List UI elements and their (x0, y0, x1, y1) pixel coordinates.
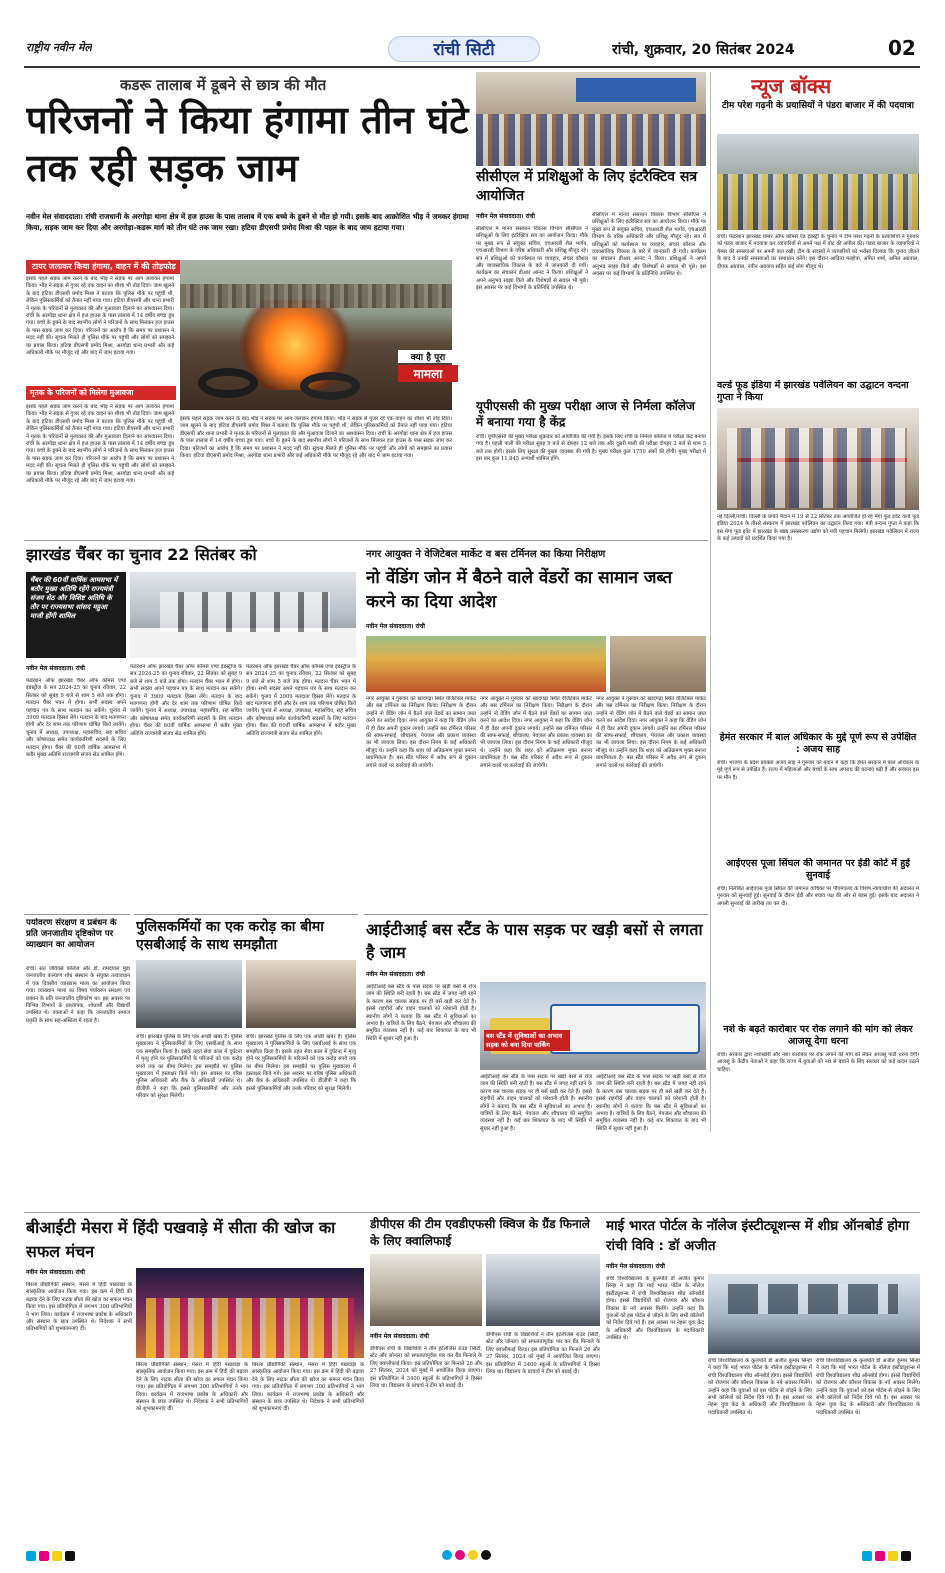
section-title: रांची सिटी (433, 40, 495, 60)
iti-body: आईटीआई बस स्टैंड के पास सड़क पर खड़ी बसों से रोज जाम की स्थिति बनी रहती है। बस स्टैंड में जगह नहीं रहने के कारण बस चालक सड़क पर ही बसें खड़ी कर देते हैं। इससे राहगीरों और वाहन चालकों को परेशानी होती है। स्थानीय लोगों ने बताया कि बस स्टैंड में सुविधाओं का अभाव है। यात्रियों के लिए बैठने, पेयजल और शौचालय की समुचित व्यवस्था नहीं है। कई बार शिकायत के बाद भी स्थिति में सुधार नहीं हुआ है। (366, 984, 476, 1042)
rule-bottom (24, 1212, 920, 1213)
lead-body-col-3: इसके पहले सड़क जाम करने के बाद भीड़ ने सड़क पर आग जलाकर हंगामा किया। भीड़ ने सड़क से गुजर रहे एक वाहन का शीशा भी तोड़ दिया। जाम खुलने के बाद हटिया डीएसपी प्रमोद मिश्रा ने बताया कि पुलिस मौके पर पहुंची थी, लेकिन पुलिसकर्मियों को तैनात नहीं पाया गया। हटिया डीएसपी और थाना प्रभारी ने मृतक के परिजनों से मुलाकात की और मुआवजा दिलाने का आश्वासन दिया। रांची के अरगोड़ा थाना क्षेत्र में हज हाउस के पास तालाब में 14 वर्षीय बच्चा डूब गया। बच्चे के डूबने के बाद स्थानीय लोगों ने परिजनों के साथ मिलकर हज हाउस के पास सड़क जाम कर दिया। परिजनों का आरोप है कि समय पर प्रशासन ने मदद नहीं की। सूचना मिलते ही पुलिस मौके पर पहुंची और लोगों को समझाने का प्रयास किया। हटिया डीएसपी प्रमोद मिश्रा, अरगोड़ा थाना प्रभारी और कई अधिकारी मौके पर मौजूद रहे और बाद में जाम हटाया गया। (180, 416, 452, 460)
env-body: रांची। संत जेवियर्स कॉलेज और डॉ. रामदयाल मुंडा जनजातीय कल्याण शोध संस्थान के संयुक्त तत्वावधान में एक दिवसीय व्याख्यान माला का आयोजन किया गया। व्याख्यान माला का विषय पर्यावरण संरक्षण एवं प्रबंधन के प्रति जनजातीय दृष्टिकोण था। इस अवसर पर विभिन्न विभागों के प्राध्यापक, शोधार्थी और विद्यार्थी उपस्थित थे। वक्ताओं ने कहा कि जनजातीय समाज प्रकृति के साथ सह-अस्तित्व में रहता है। (26, 966, 130, 1024)
news-item-4-head: आईएएस पूजा सिंघल की जमानत पर ईडी कोर्ट में हुई सुनवाई (726, 858, 910, 881)
swatch-group-center (442, 1545, 494, 1562)
bit-body-2: बिरला प्रौद्योगिकी संस्थान, मेसरा में हिंदी पखवाड़ा के सांस्कृतिक आयोजन किया गया। इस क्रम में हिंदी की बढ़ावा देने के लिए नाटक सीता की खोज का सफल मंचन किया गया। इस प्रतियोगिता में लगभग 300 प्रतिभागियों ने भाग लिया। कार्यक्रम में राजभाषा प्रकोष्ठ के अधिकारी और संस्थान के छात्र उपस्थित थे। निदेशक ने सभी प्रतिभागियों को शुभकामनाएं दीं। (136, 1362, 248, 1413)
vendor-photo-1 (366, 636, 606, 692)
news-item-2-body: नई दिल्ली/रांची। दिल्ली के प्रगति मैदान में 19 से 22 सितंबर तक आयोजित हो रहे मेगा फूड इवेंट वर्ल्ड फूड इंडिया 2024 के तीसरे संस्करण में झारखंड पवेलियन का उद्घाटन किया गया। मंत्री वन्दना गुप्ता ने कहा कि इस मेगा फूड इवेंट में झारखंड के खाद्य प्रसंस्करण उद्योग को नयी पहचान मिलेगी। झारखंड पवेलियन में राज्य के कई उत्पादों को प्रदर्शित किया गया है। (717, 514, 919, 543)
lead-kicker: कडरू तालाब में डूबने से छात्र की मौत (120, 76, 327, 94)
bit-actors (146, 1298, 354, 1358)
dps-headline: डीपीएस की टीम एवडीएफसी क्विज के ग्रैंड फिनाले के लिए क्वालिफाई (370, 1217, 590, 1248)
tyre-left (198, 368, 258, 398)
lead-subhead-1: टायर जलाकर किया हंगामा, वाहन में की तोड़फोड़ (26, 260, 326, 274)
swatch-cyan-left (26, 1551, 36, 1561)
chamber-body-3: फेडरेशन ऑफ झारखंड चैंबर ऑफ कॉमर्स एण्ड इंडस्ट्रीज के सत्र 2024-25 का चुनाव रविवार, 22 सितंबर को सुबह 9 बजे से शाम 5 बजे तक होगा। मतदान चैंबर भवन में होगा। सभी सदस्य अपने पहचान पत्र के साथ मतदान कर सकेंगे। चुनाव में 3909 मतदाता हिस्सा लेंगे। मतदान के बाद मतगणना होगी और देर शाम तक परिणाम घोषित किये जायेंगे। चुनाव में अध्यक्ष, उपाध्यक्ष, महासचिव, सह सचिव और कोषाध्यक्ष समेत कार्यकारिणी सदस्यों के लिए मतदान होगा। चैंबर की 60वीं वार्षिक आमसभा में बतौर मुख्य अतिथि राज्यमंत्री संजय सेठ शामिल होंगे। (246, 664, 356, 737)
swatch-black-center (481, 1550, 491, 1560)
lead-callout (398, 350, 458, 400)
news-item-5-body: रांची। सरकार द्वारा नशाखोरी और नशा कारोबार पर रोक लगाने की मांग को लेकर आजसू पार्टी धरना देगी। आजसू के केंद्रीय नेताओं ने कहा कि राज्य में युवाओं को नशे से बचाने के लिए सरकार को कड़े कदम उठाने चाहिए। (717, 1052, 919, 1073)
swatch-magenta-center (455, 1550, 465, 1560)
vendor-body-2: नगर आयुक्त ने गुरुवार को खादगढ़ा स्थित वेजिटेबल मार्केट और बस टर्मिनल का निरीक्षण किया। निरीक्षण के दौरान उन्होंने नो वेंडिंग जोन में बैठने वाले वेंडरों का सामान जब्त करने का आदेश दिया। नगर आयुक्त ने कहा कि वेंडिंग जोन में ही वेंडर अपनी दुकान लगायें। उन्होंने बस टर्मिनल परिसर की साफ-सफाई, शौचालय, पेयजल और प्रकाश व्यवस्था का भी जायजा लिया। इस दौरान निगम के कई अधिकारी मौजूद थे। उन्होंने कहा कि शहर को अतिक्रमण मुक्त बनाना प्राथमिकता है। बस स्टैंड परिसर में अवैध रूप से दुकान लगाने वालों पर कार्रवाई की जायेगी। (480, 696, 592, 769)
police-body-2: रांची। झारखंड पुलिस के लिए एक अच्छी खबर है। पुलिस मुख्यालय ने पुलिसकर्मियों के लिए एसबीआई के साथ एक समझौता किया है। इसके तहत सेवा काल में दुर्घटना में मृत्यु होने पर पुलिसकर्मियों के परिजनों को एक करोड़ रुपये तक का बीमा मिलेगा। इस समझौते पर पुलिस मुख्यालय में हस्ताक्षर किये गये। इस अवसर पर वरिष्ठ पुलिस अधिकारी और बैंक के अधिकारी उपस्थित थे। डीजीपी ने कहा कि इससे पुलिसकर्मियों और उनके परिवार को सुरक्षा मिलेगी। (246, 1034, 356, 1092)
ccl-banner (576, 78, 696, 102)
police-photo-1 (136, 960, 242, 1028)
bit-headline: बीआईटी मेसरा में हिंदी पखवाड़े में सीता की खोज का सफल मंचन (26, 1218, 336, 1261)
mybharat-headline: माई भारत पोर्टल के नॉलेज इंस्टीट्यूशन्स में शीघ्र ऑनबोर्ड होगा रांची विवि : डॉ अजीत (606, 1218, 910, 1254)
chamber-people (160, 592, 330, 632)
bit-body-3: बिरला प्रौद्योगिकी संस्थान, मेसरा में हिंदी पखवाड़ा के सांस्कृतिक आयोजन किया गया। इस क्रम में हिंदी की बढ़ावा देने के लिए नाटक सीता की खोज का सफल मंचन किया गया। इस प्रतियोगिता में लगभग 300 प्रतिभागियों ने भाग लिया। कार्यक्रम में राजभाषा प्रकोष्ठ के अधिकारी और संस्थान के छात्र उपस्थित थे। निदेशक ने सभी प्रतिभागियों को शुभकामनाएं दीं। (252, 1362, 364, 1413)
news-item-5-head: नशे के बढ़ते कारोबार पर रोक लगाने की मांग को लेकर आजसू देगा धरना (723, 1024, 913, 1047)
rule-mid (24, 540, 708, 541)
mybharat-body-2: रांची विश्वविद्यालय के कुलपति डॉ अजीत कुमार सिन्हा ने कहा कि माई भारत पोर्टल के नॉलेज इंस्टीट्यूशन्स में रांची विश्वविद्यालय शीघ्र ऑनबोर्ड होगा। इससे विद्यार्थियों को रोजगार और कौशल विकास के नये अवसर मिलेंगे। उन्होंने कहा कि युवाओं को इस पोर्टल से जोड़ने के लिए सभी कॉलेजों को निर्देश दिये गये हैं। इस अवसर पर नेहरू युवा केंद्र के अधिकारी और विश्वविद्यालय के पदाधिकारी उपस्थित थे। (708, 1358, 812, 1416)
mybharat-screens (728, 1284, 898, 1314)
chamber-photo (130, 572, 356, 658)
page-number: 02 (888, 36, 916, 60)
swatch-yellow-left (52, 1551, 62, 1561)
chamber-box: चैंबर की 60वीं वार्षिक आमसभा में बतौर मुख्य अतिथि रहेंगे राज्यमंत्री संजय सेठ और विशिष्ट अतिथि के तौर पर राज्यसभा सांसद महुआ माजी होंगी शामिल (26, 572, 126, 658)
lead-intro: नवीन मेल संवाददाता। रांची राजधानी के अरगोड़ा थाना क्षेत्र में हज हाउस के पास तालाब में एक बच्चे के डूबने से मौत हो गयी। इसके बाद आक्रोशित भीड़ ने जमकर हंगामा किया, सड़क जाम कर दिया और अरगोड़ा-कडरू मार्ग को तीन घंटे तक जाम रखा। हटिया डीएसपी प्रमोद मिश्रा की पहल के बाद जाम हटाया गया। (26, 212, 469, 232)
news-item-3-head: हेमंत सरकार में बाल अधिकार के मुद्दे पूर्ण रूप से उपेक्षित : अजय साह (719, 732, 917, 755)
vendor-body-3: नगर आयुक्त ने गुरुवार को खादगढ़ा स्थित वेजिटेबल मार्केट और बस टर्मिनल का निरीक्षण किया। निरीक्षण के दौरान उन्होंने नो वेंडिंग जोन में बैठने वाले वेंडरों का सामान जब्त करने का आदेश दिया। नगर आयुक्त ने कहा कि वेंडिंग जोन में ही वेंडर अपनी दुकान लगायें। उन्होंने बस टर्मिनल परिसर की साफ-सफाई, शौचालय, पेयजल और प्रकाश व्यवस्था का भी जायजा लिया। इस दौरान निगम के कई अधिकारी मौजूद थे। उन्होंने कहा कि शहर को अतिक्रमण मुक्त बनाना प्राथमिकता है। बस स्टैंड परिसर में अवैध रूप से दुकान लगाने वालों पर कार्रवाई की जायेगी। (596, 696, 706, 769)
iti-headline: आईटीआई बस स्टैंड के पास सड़क पर खड़ी बसों से लगता है जाम (366, 920, 703, 962)
news-item-3-body: रांची। भाजपा के प्रदेश प्रवक्ता अजय साह ने गुरुवार को बयान में कहा कि हेमंत सरकार में बाल अधिकार के मुद्दे पूर्ण रूप से उपेक्षित हैं। राज्य में महिलाओं और बच्चों के साथ अपराध की घटनाएं बढ़ी हैं और सरकार इस पर मौन है। (717, 760, 919, 781)
mybharat-byline: नवीन मेल संवाददाता। रांची (606, 1263, 665, 1270)
vendor-byline: नवीन मेल संवाददाता। रांची (366, 623, 425, 630)
news-box-title: न्यूज बॉक्स (751, 74, 832, 98)
mybharat-body-3: रांची विश्वविद्यालय के कुलपति डॉ अजीत कुमार सिन्हा ने कहा कि माई भारत पोर्टल के नॉलेज इंस्टीट्यूशन्स में रांची विश्वविद्यालय शीघ्र ऑनबोर्ड होगा। इससे विद्यार्थियों को रोजगार और कौशल विकास के नये अवसर मिलेंगे। उन्होंने कहा कि युवाओं को इस पोर्टल से जोड़ने के लिए सभी कॉलेजों को निर्देश दिये गये हैं। इस अवसर पर नेहरू युवा केंद्र के अधिकारी और विश्वविद्यालय के पदाधिकारी उपस्थित थे। (816, 1358, 920, 1416)
chamber-byline: नवीन मेल संवाददाता। रांची (26, 665, 85, 672)
dps-body-2: डीपीएस रांची के विद्यार्थियों ने तीन इंटेलीजेंस राउंड (सिटी, स्टेट और जोनल) को सफलतापूर्वक पार कर ग्रैंड फिनाले के लिए क्वालीफाई किया। इस प्रतियोगिता का फिनाले 26 और 27 सितंबर, 2024 को मुंबई में आयोजित किया जाएगा। इस प्रतियोगिता में 3400 स्कूलों के प्रतिभागियों ने हिस्सा लिया था। विद्यालय के प्राचार्य ने टीम को बधाई दी। (486, 1332, 600, 1376)
masthead (0, 0, 945, 72)
crowd-band (180, 284, 452, 308)
ccl-body-2: सीसीएल में मानव संसाधन विकास विभाग सीसीएल ने प्रशिक्षुओं के लिए इंटरैक्टिव सत्र का आयोजन किया। मौके पर मुख्य रूप से संयुक्त सचिव, एचआरडी शैल भार्गव, एचआरडी विभाग के वरिष्ठ अधिकारी और प्रशिक्षु मौजूद रहे। सत्र में प्रशिक्षुओं को कार्यस्थल पर व्यवहार, संचार कौशल और व्यावसायिक विकास के बारे में जानकारी दी गयी। कार्यक्रम का संचालन डीआर आनंद ने किया। प्रशिक्षुओं ने अपने अनुभव साझा किये और विशेषज्ञों से सवाल भी पूछे। इस अवसर पर कई विभागों के प्रतिनिधि उपस्थित थे। (592, 212, 706, 278)
news-item-1-body: रांची। फेडरेशन झारखंड चेम्बर ऑफ कॉमर्स एंड इंडस्ट्री के चुनाव में टीम परेश गढ़नी के प्रत्याशियों ने गुरुवार को पंडरा बाजार में पदयात्रा कर व्यापारियों से अपने पक्ष में वोट की अपील की। पंडरा बाजार के व्यापारियों ने चेम्बर की समस्याओं पर अपनी बात रखी। टीम के सदस्यों ने व्यापारियों को भरोसा दिलाया कि चुनाव जीतने के बाद वे उनकी समस्याओं का समाधान करेंगे। इस दौरान आदित्य मल्होत्रा, अमित शर्मा, अनिल अग्रवाल, दीपक अग्रवाल, नवीन अग्रवाल सहित कई लोग मौजूद थे। (717, 234, 919, 270)
upsc-headline: यूपीएससी की मुख्य परीक्षा आज से निर्मला कॉलेज में बनाया गया है केंद्र (476, 399, 695, 429)
lead-headline: परिजनों ने किया हंगामा तीन घंटे तक रही सड़क जाम (26, 98, 469, 190)
iti-byline: नवीन मेल संवाददाता। रांची (366, 971, 425, 978)
news-item-4-body: रांची। निलंबित आईएएस पूजा सिंघल की जमानत याचिका पर पीएमएलए के विशेष न्यायाधीश की अदालत में गुरुवार को सुनवाई हुई। सुनवाई के दौरान ईडी और बचाव पक्ष की ओर से बहस हुई। इसके बाद अदालत ने अगली सुनवाई की तारीख तय कर दी। (717, 886, 919, 907)
dateline: रांची, शुक्रवार, 20 सितंबर 2024 (612, 42, 795, 58)
news-item-1-head: टीम परेश गढ़नी के प्रयासियों ने पंडरा बाजार में की पदयात्रा (722, 101, 914, 111)
swatch-group-left (26, 1546, 78, 1562)
bit-photo (136, 1268, 364, 1358)
iti-caption: बस स्टैंड में सुविधाओं का अभाव सड़क को बना दिया पार्किंग (484, 1030, 570, 1051)
news-box (710, 72, 922, 1132)
ccl-byline: नवीन मेल संवाददाता। रांची (476, 213, 535, 220)
chamber-headline: झारखंड चैंबर का चुनाव 22 सितंबर को (26, 545, 257, 564)
swatch-group-right (862, 1546, 914, 1562)
ccl-group (476, 114, 706, 166)
paper-name: राष्ट्रीय नवीन मेल (26, 41, 92, 54)
ccl-photo (476, 72, 706, 166)
swatch-magenta-left (39, 1551, 49, 1561)
news-item-1-crowd (717, 174, 919, 230)
rule-police (134, 914, 358, 915)
chamber-body-2: फेडरेशन ऑफ झारखंड चैंबर ऑफ कॉमर्स एण्ड इंडस्ट्रीज के सत्र 2024-25 का चुनाव रविवार, 22 सितंबर को सुबह 9 बजे से शाम 5 बजे तक होगा। मतदान चैंबर भवन में होगा। सभी सदस्य अपने पहचान पत्र के साथ मतदान कर सकेंगे। चुनाव में 3909 मतदाता हिस्सा लेंगे। मतदान के बाद मतगणना होगी और देर शाम तक परिणाम घोषित किये जायेंगे। चुनाव में अध्यक्ष, उपाध्यक्ष, महासचिव, सह सचिव और कोषाध्यक्ष समेत कार्यकारिणी सदस्यों के लिए मतदान होगा। चैंबर की 60वीं वार्षिक आमसभा में बतौर मुख्य अतिथि राज्यमंत्री संजय सेठ शामिल होंगे। (130, 664, 242, 737)
lead-body-col-2: इसके पहले सड़क जाम करने के बाद भीड़ ने सड़क पर आग जलाकर हंगामा किया। भीड़ ने सड़क से गुजर रहे एक वाहन का शीशा भी तोड़ दिया। जाम खुलने के बाद हटिया डीएसपी प्रमोद मिश्रा ने बताया कि पुलिस मौके पर पहुंची थी, लेकिन पुलिसकर्मियों को तैनात नहीं पाया गया। हटिया डीएसपी और थाना प्रभारी ने मृतक के परिजनों से मुलाकात की और मुआवजा दिलाने का आश्वासन दिया। रांची के अरगोड़ा थाना क्षेत्र में हज हाउस के पास तालाब में 14 वर्षीय बच्चा डूब गया। बच्चे के डूबने के बाद स्थानीय लोगों ने परिजनों के साथ मिलकर हज हाउस के पास सड़क जाम कर दिया। परिजनों का आरोप है कि समय पर प्रशासन ने मदद नहीं की। सूचना मिलते ही पुलिस मौके पर पहुंची और लोगों को समझाने का प्रयास किया। हटिया डीएसपी प्रमोद मिश्रा, अरगोड़ा थाना प्रभारी और कई अधिकारी मौके पर मौजूद रहे और बाद में जाम हटाया गया। (26, 404, 174, 485)
swatch-black-right (901, 1551, 911, 1561)
bus-1 (550, 1004, 700, 1054)
tyre-right (300, 372, 360, 400)
upsc-body: रांची। यूपीएससी की मुख्य परीक्षा शुक्रवार को आयोजित की गयी है। इसके लिए रांची के निर्मला कॉलेज में परीक्षा केंद्र बनाया गया है। पहली पाली की परीक्षा सुबह 9 बजे से दोपहर 12 बजे तक और दूसरी पाली की परीक्षा दोपहर 2 बजे से शाम 5 बजे तक होगी। इसके लिए सुरक्षा की पुख्ता व्यवस्था की गयी है। मुख्य परीक्षा कुल 1750 अंकों की होगी। मुख्य परीक्षा में इस बार कुल 11,845 अभ्यर्थी शामिल होंगे। (476, 434, 706, 463)
news-item-2-head: वर्ल्ड फूड इंडिया में झारखंड पवेलियन का उद्घाटन वन्दना गुप्ता ने किया (717, 380, 909, 403)
section-tab (388, 36, 540, 62)
vendor-body: नगर आयुक्त ने गुरुवार को खादगढ़ा स्थित वेजिटेबल मार्केट और बस टर्मिनल का निरीक्षण किया। निरीक्षण के दौरान उन्होंने नो वेंडिंग जोन में बैठने वाले वेंडरों का सामान जब्त करने का आदेश दिया। नगर आयुक्त ने कहा कि वेंडिंग जोन में ही वेंडर अपनी दुकान लगायें। उन्होंने बस टर्मिनल परिसर की साफ-सफाई, शौचालय, पेयजल और प्रकाश व्यवस्था का भी जायजा लिया। इस दौरान निगम के कई अधिकारी मौजूद थे। उन्होंने कहा कि शहर को अतिक्रमण मुक्त बनाना प्राथमिकता है। बस स्टैंड परिसर में अवैध रूप से दुकान लगाने वालों पर कार्रवाई की जायेगी। (366, 696, 476, 769)
news-item-2-photo (717, 408, 919, 510)
chamber-table (130, 628, 356, 658)
ccl-headline: सीसीएल में प्रशिक्षुओं के लिए इंटरैक्टिव सत्र आयोजित (476, 169, 698, 204)
dps-photo-1 (370, 1254, 482, 1326)
mybharat-body: रांची विश्वविद्यालय के कुलपति डॉ अजीत कुमार सिन्हा ने कहा कि माई भारत पोर्टल के नॉलेज इंस्टीट्यूशन्स में रांची विश्वविद्यालय शीघ्र ऑनबोर्ड होगा। इससे विद्यार्थियों को रोजगार और कौशल विकास के नये अवसर मिलेंगे। उन्होंने कहा कि युवाओं को इस पोर्टल से जोड़ने के लिए सभी कॉलेजों को निर्देश दिये गये हैं। इस अवसर पर नेहरू युवा केंद्र के अधिकारी और विश्वविद्यालय के पदाधिकारी उपस्थित थे। (606, 1276, 704, 1342)
swatch-cyan-right (862, 1551, 872, 1561)
police-body: रांची। झारखंड पुलिस के लिए एक अच्छी खबर है। पुलिस मुख्यालय ने पुलिसकर्मियों के लिए एसबीआई के साथ एक समझौता किया है। इसके तहत सेवा काल में दुर्घटना में मृत्यु होने पर पुलिसकर्मियों के परिजनों को एक करोड़ रुपये तक का बीमा मिलेगा। इस समझौते पर पुलिस मुख्यालय में हस्ताक्षर किये गये। इस अवसर पर वरिष्ठ पुलिस अधिकारी और बैंक के अधिकारी उपस्थित थे। डीजीपी ने कहा कि इससे पुलिसकर्मियों और उनके परिवार को सुरक्षा मिलेगी। (136, 1034, 242, 1100)
rule-iti (364, 914, 708, 915)
chamber-body: फेडरेशन ऑफ झारखंड चैंबर ऑफ कॉमर्स एण्ड इंडस्ट्रीज के सत्र 2024-25 का चुनाव रविवार, 22 सितंबर को सुबह 9 बजे से शाम 5 बजे तक होगा। मतदान चैंबर भवन में होगा। सभी सदस्य अपने पहचान पत्र के साथ मतदान कर सकेंगे। चुनाव में 3909 मतदाता हिस्सा लेंगे। मतदान के बाद मतगणना होगी और देर शाम तक परिणाम घोषित किये जायेंगे। चुनाव में अध्यक्ष, उपाध्यक्ष, महासचिव, सह सचिव और कोषाध्यक्ष समेत कार्यकारिणी सदस्यों के लिए मतदान होगा। चैंबर की 60वीं वार्षिक आमसभा में बतौर मुख्य अतिथि राज्यमंत्री संजय सेठ शामिल होंगे। (26, 678, 126, 759)
swatch-black-left (65, 1551, 75, 1561)
vendor-headline: नो वेंडिंग जोन में बैठने वाले वेंडरों का सामान जब्त करने का दिया आदेश (366, 568, 673, 612)
dps-photo-2 (486, 1254, 600, 1326)
registration-strip (26, 1542, 922, 1562)
callout-line-2: मामला (398, 365, 458, 382)
rule-env (24, 914, 130, 915)
police-headline: पुलिसकर्मियों का एक करोड़ का बीमा एसबीआई के साथ समझौता (136, 919, 324, 953)
lead-body-left: इसके पहले सड़क जाम करने के बाद भीड़ ने सड़क पर आग जलाकर हंगामा किया। भीड़ ने सड़क से गुजर रहे एक वाहन का शीशा भी तोड़ दिया। जाम खुलने के बाद हटिया डीएसपी प्रमोद मिश्रा ने बताया कि पुलिस मौके पर पहुंची थी, लेकिन पुलिसकर्मियों को तैनात नहीं पाया गया। हटिया डीएसपी और थाना प्रभारी ने मृतक के परिजनों से मुलाकात की और मुआवजा दिलाने का आश्वासन दिया। रांची के अरगोड़ा थाना क्षेत्र में हज हाउस के पास तालाब में 14 वर्षीय बच्चा डूब गया। बच्चे के डूबने के बाद स्थानीय लोगों ने परिजनों के साथ मिलकर हज हाउस के पास सड़क जाम कर दिया। परिजनों का आरोप है कि समय पर प्रशासन ने मदद नहीं की। सूचना मिलते ही पुलिस मौके पर पहुंची और लोगों को समझाने का प्रयास किया। हटिया डीएसपी प्रमोद मिश्रा, अरगोड़ा थाना प्रभारी और कई अधिकारी मौके पर मौजूद रहे और बाद में जाम हटाया गया। (26, 276, 174, 357)
ccl-body: सीसीएल में मानव संसाधन विकास विभाग सीसीएल ने प्रशिक्षुओं के लिए इंटरैक्टिव सत्र का आयोजन किया। मौके पर मुख्य रूप से संयुक्त सचिव, एचआरडी शैल भार्गव, एचआरडी विभाग के वरिष्ठ अधिकारी और प्रशिक्षु मौजूद रहे। सत्र में प्रशिक्षुओं को कार्यस्थल पर व्यवहार, संचार कौशल और व्यावसायिक विकास के बारे में जानकारी दी गयी। कार्यक्रम का संचालन डीआर आनंद ने किया। प्रशिक्षुओं ने अपने अनुभव साझा किये और विशेषज्ञों से सवाल भी पूछे। इस अवसर पर कई विभागों के प्रतिनिधि उपस्थित थे। (476, 226, 588, 292)
swatch-magenta-right (875, 1551, 885, 1561)
police-photo-2 (246, 960, 356, 1028)
news-item-1-photo (717, 134, 919, 230)
iti-body-2: आईटीआई बस स्टैंड के पास सड़क पर खड़ी बसों से रोज जाम की स्थिति बनी रहती है। बस स्टैंड में जगह नहीं रहने के कारण बस चालक सड़क पर ही बसें खड़ी कर देते हैं। इससे राहगीरों और वाहन चालकों को परेशानी होती है। स्थानीय लोगों ने बताया कि बस स्टैंड में सुविधाओं का अभाव है। यात्रियों के लिए बैठने, पेयजल और शौचालय की समुचित व्यवस्था नहीं है। कई बार शिकायत के बाद भी स्थिति में सुधार नहीं हुआ है। (480, 1074, 592, 1132)
swatch-yellow-center (468, 1550, 478, 1560)
bit-body: बिरला प्रौद्योगिकी संस्थान, मेसरा में हिंदी पखवाड़ा के सांस्कृतिक आयोजन किया गया। इस क्रम में हिंदी की बढ़ावा देने के लिए नाटक सीता की खोज का सफल मंचन किया गया। इस प्रतियोगिता में लगभग 300 प्रतिभागियों ने भाग लिया। कार्यक्रम में राजभाषा प्रकोष्ठ के अधिकारी और संस्थान के छात्र उपस्थित थे। निदेशक ने सभी प्रतिभागियों को शुभकामनाएं दीं। (26, 1282, 132, 1333)
mybharat-photo (708, 1274, 920, 1354)
lead-subhead-2: मृतक के परिजनों को मिलेगा मुआवजा (26, 386, 176, 400)
swatch-yellow-right (888, 1551, 898, 1561)
iti-photo (480, 982, 706, 1070)
bit-byline: नवीन मेल संवाददाता। रांची (26, 1269, 85, 1276)
masthead-rule (24, 66, 920, 68)
vendor-photo-2 (610, 636, 706, 692)
swatch-cyan-center (442, 1550, 452, 1560)
callout-line-1: क्या है पूरा (398, 350, 458, 363)
vendor-kicker: नगर आयुक्त ने वेजिटेबल मार्केट व बस टर्मिनल का किया निरीक्षण (366, 549, 606, 560)
dps-body: डीपीएस रांची के विद्यार्थियों ने तीन इंटेलीजेंस राउंड (सिटी, स्टेट और जोनल) को सफलतापूर्वक पार कर ग्रैंड फिनाले के लिए क्वालीफाई किया। इस प्रतियोगिता का फिनाले 26 और 27 सितंबर, 2024 को मुंबई में आयोजित किया जाएगा। इस प्रतियोगिता में 3400 स्कूलों के प्रतिभागियों ने हिस्सा लिया था। विद्यालय के प्राचार्य ने टीम को बधाई दी। (370, 1346, 482, 1390)
env-headline: पर्यावरण संरक्षण व प्रबंधन के प्रति जनजातीय दृष्टिकोण पर व्याख्यान का आयोजन (26, 918, 117, 950)
news-item-2-people (727, 428, 907, 508)
iti-body-3: आईटीआई बस स्टैंड के पास सड़क पर खड़ी बसों से रोज जाम की स्थिति बनी रहती है। बस स्टैंड में जगह नहीं रहने के कारण बस चालक सड़क पर ही बसें खड़ी कर देते हैं। इससे राहगीरों और वाहन चालकों को परेशानी होती है। स्थानीय लोगों ने बताया कि बस स्टैंड में सुविधाओं का अभाव है। यात्रियों के लिए बैठने, पेयजल और शौचालय की समुचित व्यवस्था नहीं है। कई बार शिकायत के बाद भी स्थिति में सुधार नहीं हुआ है। (596, 1074, 706, 1132)
dps-byline: नवीन मेल संवाददाता। रांची (370, 1333, 429, 1340)
